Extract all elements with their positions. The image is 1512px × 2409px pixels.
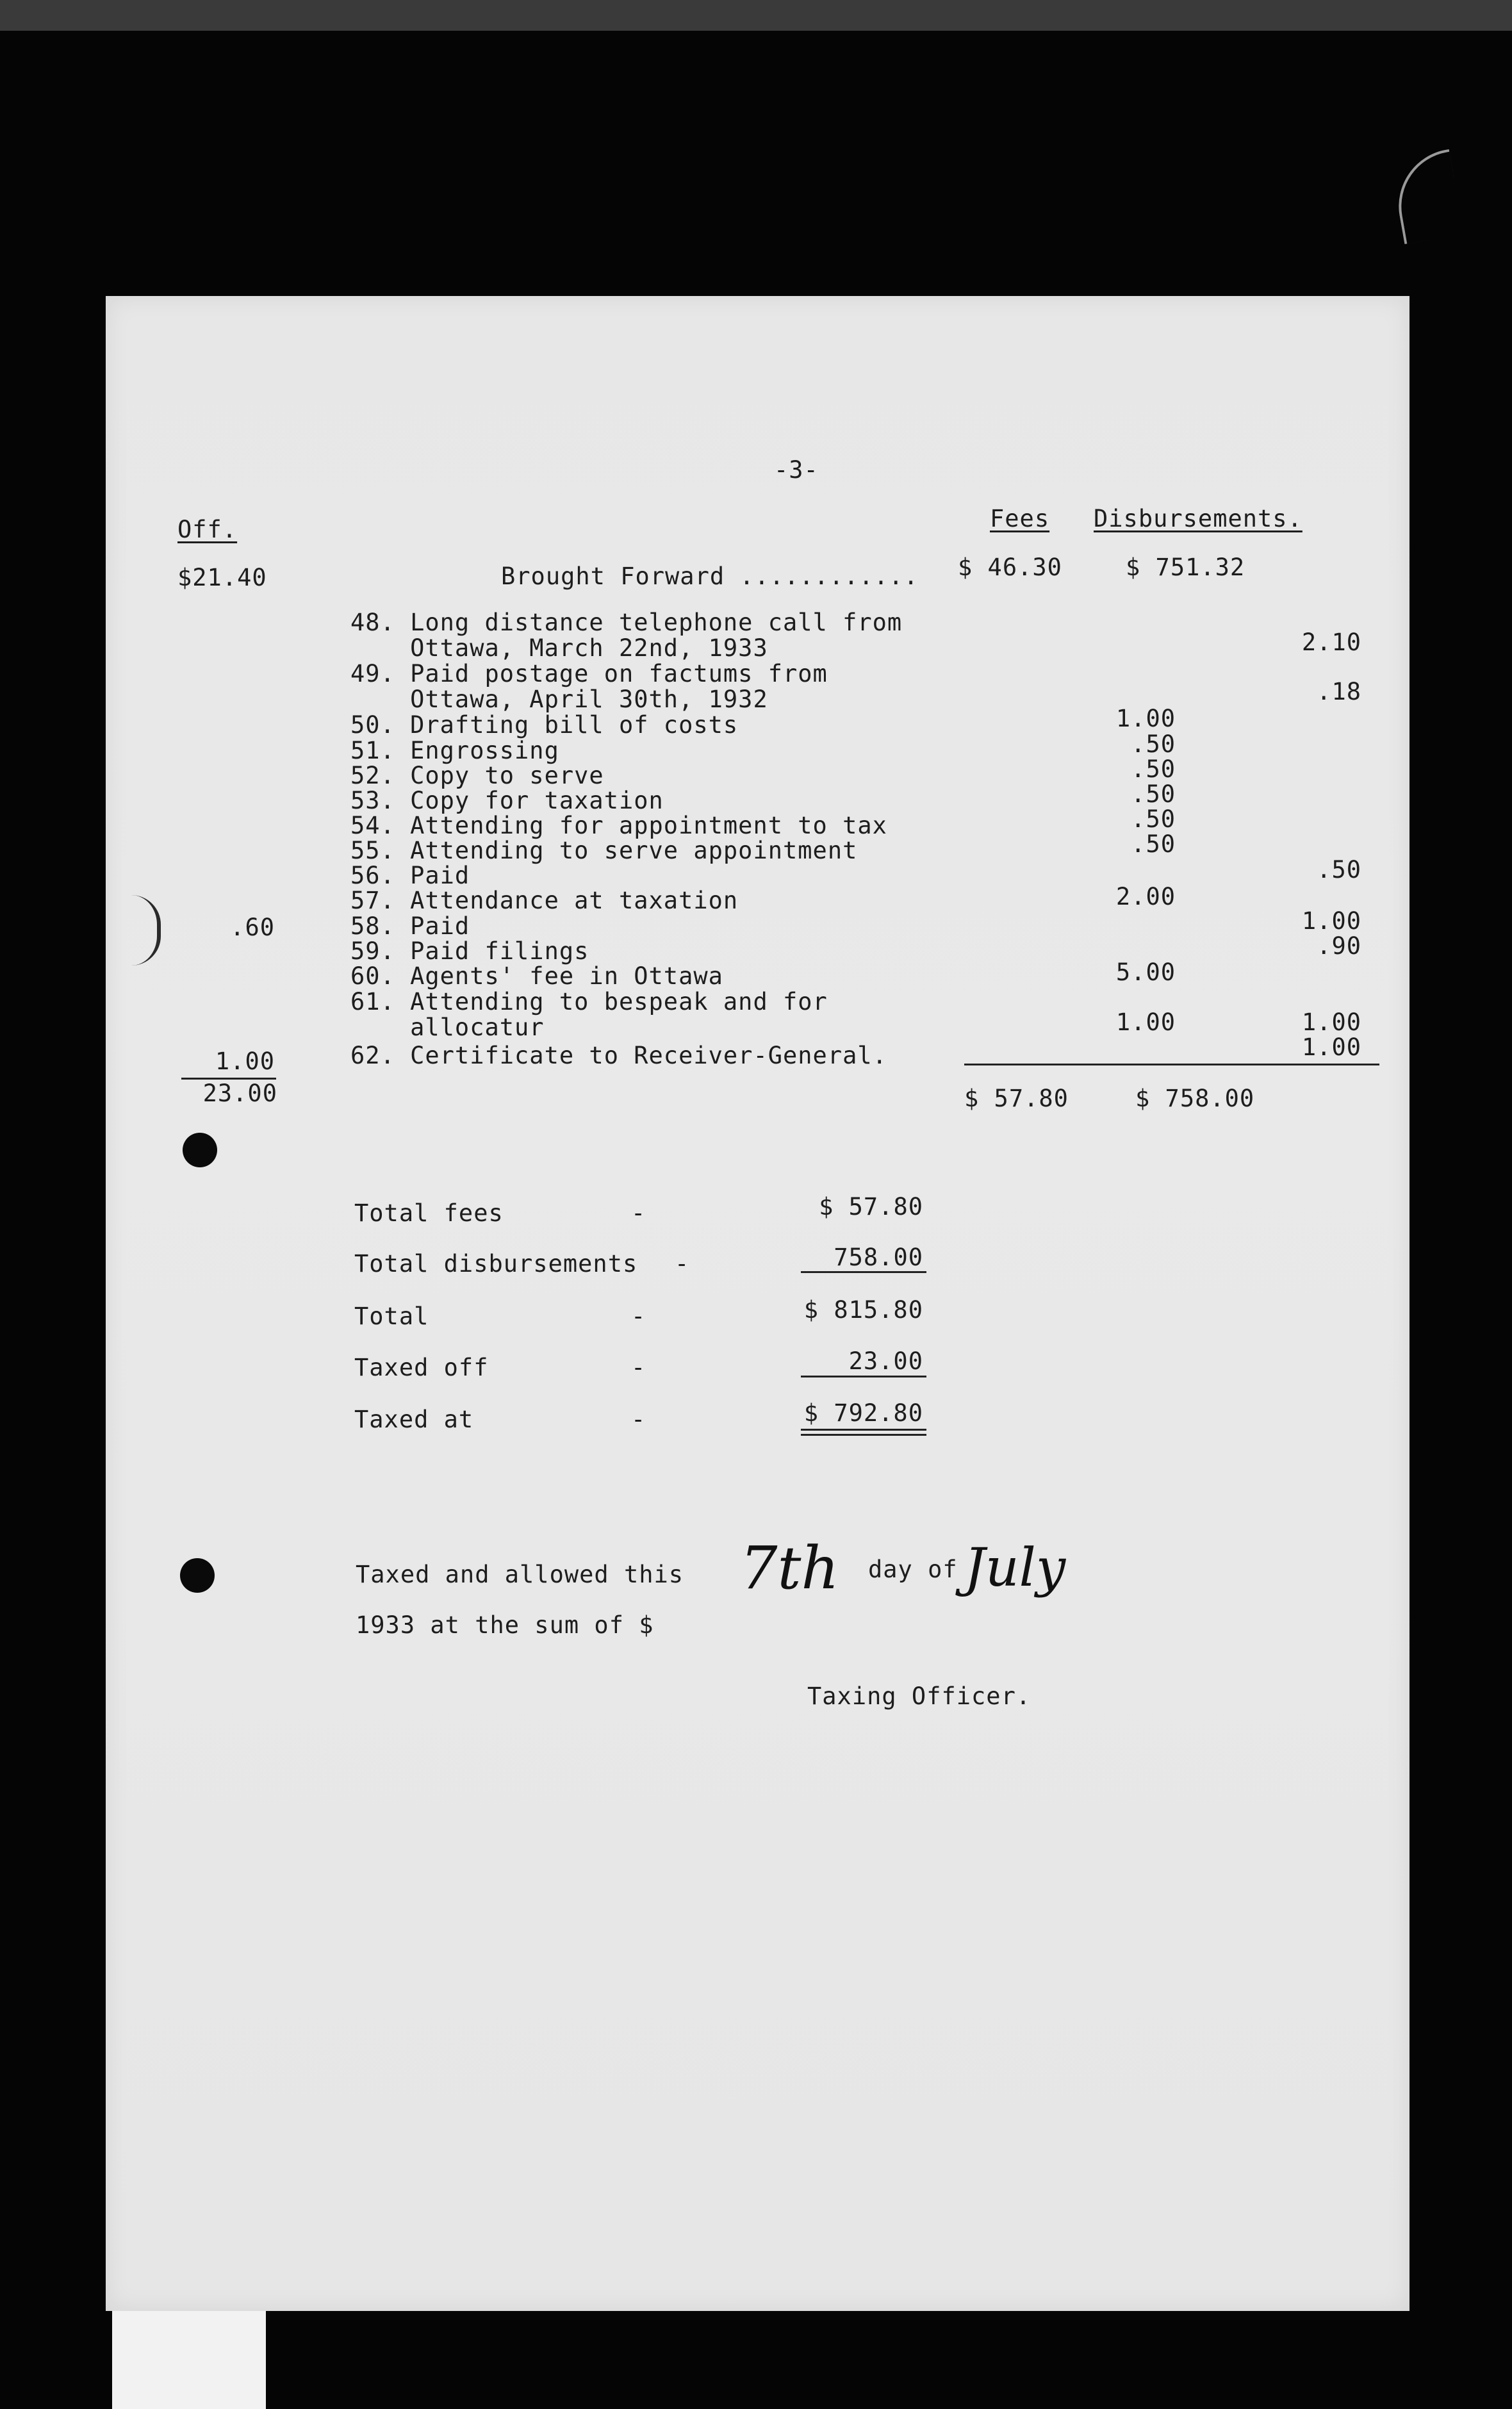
brought-forward-off: $21.40 (177, 564, 267, 591)
total-disb: $ 758.00 (1135, 1085, 1255, 1112)
item-58-disb: 1.00 (1301, 907, 1361, 935)
item-61-fees: 1.00 (1115, 1008, 1176, 1036)
scan-scratch-mark (1390, 149, 1464, 244)
brought-forward-disb: $ 751.32 (1126, 554, 1245, 581)
item-57-text: 57. Attendance at taxation (350, 887, 739, 914)
item-49-text: 49. Paid postage on factums from Ottawa, April 30th, 1932 (350, 660, 828, 713)
summary-taxed-at-value: $ 792.80 (803, 1399, 923, 1427)
summary-taxed-off-value: 23.00 (848, 1347, 923, 1375)
header-fees: Fees (990, 505, 1050, 532)
summary-total-disb-label: Total disbursements (354, 1250, 638, 1278)
total-off: 23.00 (202, 1080, 277, 1107)
item-50-fees: 1.00 (1115, 705, 1176, 732)
handwritten-day: 7th (740, 1534, 839, 1602)
summary-taxed-at-label: Taxed at (354, 1406, 474, 1433)
summary-total-fees-label: Total fees (354, 1199, 504, 1227)
fees-disb-total-rule (964, 1064, 1379, 1065)
summary-taxed-at-dash: - (631, 1406, 646, 1433)
item-53-fees: .50 (1131, 780, 1176, 808)
item-51-fees: .50 (1131, 730, 1176, 758)
page-number: -3- (774, 456, 819, 484)
summary-disb-rule (801, 1271, 926, 1273)
item-58-text: 58. Paid (350, 912, 470, 940)
item-61-disb: 1.00 (1301, 1008, 1361, 1036)
handwritten-bracket (131, 895, 161, 966)
handwritten-month: July (964, 1538, 1066, 1599)
allowance-line-1a: Taxed and allowed this (356, 1561, 684, 1588)
item-58-off: .60 (230, 914, 275, 941)
summary-total-value: $ 815.80 (803, 1296, 923, 1324)
document-page (106, 296, 1409, 2311)
item-53-text: 53. Copy for taxation (350, 787, 664, 814)
item-52-text: 52. Copy to serve (350, 762, 604, 789)
brought-forward-fees: $ 46.30 (958, 554, 1062, 581)
total-fees: $ 57.80 (964, 1085, 1069, 1112)
summary-taxed-at-rule-1 (801, 1429, 926, 1431)
brought-forward-label: Brought Forward ............ (501, 563, 919, 590)
item-51-text: 51. Engrossing (350, 737, 559, 764)
punch-hole-lower (180, 1558, 215, 1593)
summary-taxed-off-label: Taxed off (354, 1354, 489, 1381)
summary-total-fees-value: $ 57.80 (819, 1193, 923, 1221)
summary-total-disb-dash: - (675, 1250, 690, 1278)
summary-taxed-off-dash: - (631, 1354, 646, 1381)
item-54-text: 54. Attending for appointment to tax (350, 812, 887, 839)
summary-total-label: Total (354, 1303, 429, 1330)
item-55-text: 55. Attending to serve appointment (350, 837, 858, 864)
item-48-disb: 2.10 (1301, 629, 1361, 656)
item-59-disb: .90 (1317, 932, 1361, 960)
scan-top-band (0, 0, 1512, 31)
item-56-text: 56. Paid (350, 862, 470, 889)
summary-total-fees-dash: - (631, 1199, 646, 1227)
item-50-text: 50. Drafting bill of costs (350, 711, 739, 739)
header-off: Off. (177, 516, 238, 543)
item-61-text: 61. Attending to bespeak and for allocatur (350, 988, 828, 1041)
item-55-fees: .50 (1131, 830, 1176, 858)
item-62-text: 62. Certificate to Receiver-General. (350, 1042, 887, 1069)
item-60-fees: 5.00 (1115, 958, 1176, 986)
allowance-line-1b: day of (868, 1556, 958, 1583)
item-56-disb: .50 (1317, 856, 1361, 884)
allowance-line-2: 1933 at the sum of $ (356, 1611, 654, 1639)
item-52-fees: .50 (1131, 755, 1176, 783)
item-62-disb: 1.00 (1301, 1033, 1361, 1061)
summary-taxed-off-rule (801, 1376, 926, 1377)
item-48-text: 48. Long distance telephone call from Ottawa, March 22nd, 1933 (350, 609, 903, 662)
item-49-disb: .18 (1317, 678, 1361, 705)
summary-total-dash: - (631, 1303, 646, 1330)
punch-hole-upper (183, 1133, 217, 1167)
header-disbursements: Disbursements. (1094, 505, 1302, 532)
item-60-text: 60. Agents' fee in Ottawa (350, 962, 723, 990)
item-59-text: 59. Paid filings (350, 937, 589, 965)
item-62-off: 1.00 (215, 1048, 275, 1075)
summary-taxed-at-rule-2 (801, 1434, 926, 1436)
item-54-fees: .50 (1131, 805, 1176, 833)
item-57-fees: 2.00 (1115, 883, 1176, 910)
summary-total-disb-value: 758.00 (834, 1244, 923, 1271)
taxing-officer-label: Taxing Officer. (807, 1682, 1031, 1710)
